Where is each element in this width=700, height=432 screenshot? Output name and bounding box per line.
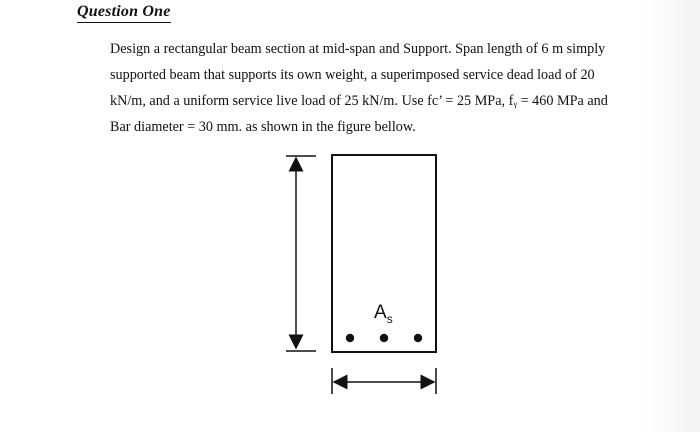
rebar-middle <box>380 334 388 342</box>
problem-line-3: kN/m, and a uniform service live load of 25 kN/m. Use fc’ = 25 MPa, fᵧ = 460 MPa and <box>110 93 608 109</box>
problem-statement <box>110 36 640 140</box>
problem-line-4: Bar diameter = 30 mm. as shown in the figure bellow. <box>110 119 416 135</box>
steel-area-label <box>374 302 393 326</box>
steel-area-label-main: A <box>374 302 387 323</box>
rebar-right <box>414 334 422 342</box>
problem-line-1: Design a rectangular beam section at mid-span and Support. Span length of 6 m simply <box>110 41 606 57</box>
steel-area-label-subscript: s <box>386 312 393 326</box>
problem-line-2: supported beam that supports its own weight, a superimposed service dead load of 20 <box>110 67 595 83</box>
beam-section-figure <box>280 150 450 400</box>
rebar-left <box>346 334 354 342</box>
question-title: Question One <box>77 3 171 23</box>
